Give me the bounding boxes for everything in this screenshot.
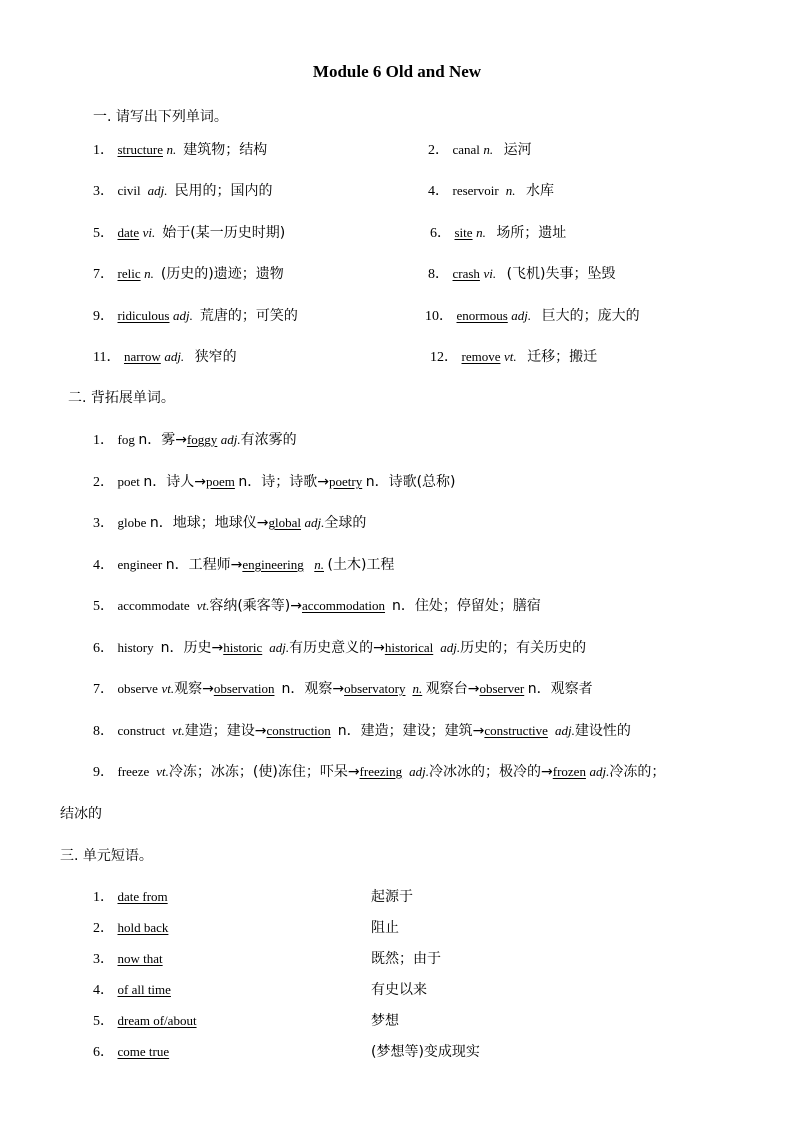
item-number: 5． — [93, 226, 114, 241]
word-family-9 — [93, 761, 665, 781]
meaning: 荒唐的；可笑的 — [199, 308, 298, 324]
item-number: 5． — [93, 599, 114, 614]
word-family-6 — [93, 637, 586, 657]
phrase-row-6 — [93, 1041, 169, 1061]
item-number: 2． — [428, 143, 449, 158]
base-word: globe — [117, 515, 147, 530]
answer-word: accommodation — [301, 598, 386, 613]
answer-word: observatory — [344, 681, 406, 696]
base-word: freeze — [117, 764, 150, 779]
item-number: 1． — [93, 433, 114, 448]
word-family-5 — [93, 595, 541, 615]
answer-word: canal — [452, 142, 480, 157]
item-number: 8． — [93, 724, 114, 739]
meaning: (历史的)遗迹；遗物 — [160, 266, 284, 282]
definition: 全球的 — [324, 515, 367, 531]
phrase-row-2 — [93, 917, 168, 937]
item-number: 12． — [430, 350, 458, 365]
answer-word: foggy — [186, 432, 218, 447]
answer-word: observer — [479, 681, 525, 696]
definition: 观察台→ — [425, 681, 480, 697]
meaning: 始于(某一历史时期) — [162, 225, 286, 241]
part-of-speech: vt. — [172, 723, 185, 738]
section-2-heading: 二. 背拓展单词。 — [68, 390, 175, 406]
part-of-speech: vt. — [156, 764, 169, 779]
phrase: of all time — [117, 982, 171, 997]
definition: 冷冰冰的；极冷的→ — [429, 764, 553, 780]
item-number: 3． — [93, 184, 114, 199]
word-family-4 — [93, 554, 394, 574]
section-1-heading: 一. 请写出下列单词。 — [93, 109, 228, 125]
part-of-speech: adj. — [173, 308, 193, 323]
item-number: 4． — [93, 558, 114, 573]
meaning: 民用的；国内的 — [174, 183, 273, 199]
definition: 有浓雾的 — [240, 432, 297, 448]
vocab-item-7 — [93, 263, 284, 283]
answer-word: crash — [452, 266, 480, 281]
part-of-speech: adj. — [409, 764, 430, 779]
definition: n．观察→ — [281, 681, 345, 697]
meaning: 迁移；搬迁 — [527, 349, 598, 365]
answer-word: construction — [266, 723, 331, 738]
definition: n．雾→ — [138, 432, 187, 448]
meaning: 巨大的；庞大的 — [541, 308, 640, 324]
definition: n．建造；建设；建筑→ — [337, 723, 485, 739]
item-number: 2． — [93, 475, 114, 490]
item-number: 9． — [93, 765, 114, 780]
answer-word: frozen — [552, 764, 586, 779]
part-of-speech: vi. — [142, 225, 156, 240]
item-number: 9． — [93, 309, 114, 324]
answer-word: constructive — [484, 723, 548, 738]
answer-word: reservoir — [452, 183, 499, 198]
section-3-heading: 三. 单元短语。 — [60, 848, 153, 864]
base-word: engineer — [117, 557, 163, 572]
definition: 冷冻的； — [609, 764, 666, 780]
part-of-speech: n. — [144, 266, 154, 281]
vocab-item-6 — [430, 222, 566, 242]
part-of-speech: adj. — [304, 515, 325, 530]
answer-word: relic — [117, 266, 141, 281]
part-of-speech: n. — [476, 225, 486, 240]
item-number: 11． — [93, 350, 121, 365]
item-number: 2． — [93, 921, 114, 936]
part-of-speech: n. — [314, 557, 324, 572]
part-of-speech: adj. — [147, 183, 168, 198]
item-number: 8． — [428, 267, 449, 282]
definition: 建造；建设→ — [184, 723, 267, 739]
vocab-item-10 — [425, 305, 640, 325]
word-family-3 — [93, 512, 366, 532]
definition: 观察→ — [174, 681, 214, 697]
definition: 历史的；有关历史的 — [460, 640, 587, 656]
part-of-speech: vt. — [196, 598, 210, 613]
answer-word: historic — [223, 640, 263, 655]
definition: (土木)工程 — [327, 557, 395, 573]
meaning: 运河 — [503, 142, 532, 158]
part-of-speech: adj. — [554, 723, 575, 738]
phrase-row-5 — [93, 1010, 197, 1030]
phrase: date from — [117, 889, 168, 904]
base-word: history — [117, 640, 154, 655]
phrase-meaning-2: 阻止 — [371, 920, 399, 936]
meaning: 狭窄的 — [194, 349, 237, 365]
item-number: 7． — [93, 267, 114, 282]
phrase-meaning-5: 梦想 — [371, 1013, 399, 1029]
answer-word: narrow — [123, 349, 161, 364]
answer-word: observation — [213, 681, 275, 696]
vocab-item-8 — [428, 263, 616, 283]
answer-word: civil — [117, 183, 141, 198]
base-word: accommodate — [117, 598, 190, 613]
part-of-speech: adj. — [269, 640, 290, 655]
part-of-speech: n. — [483, 142, 494, 157]
item-number: 4． — [428, 184, 449, 199]
item-number: 10． — [425, 309, 453, 324]
answer-word: historical — [384, 640, 434, 655]
meaning: 场所；遗址 — [496, 225, 567, 241]
definition: n．诗人→ — [143, 474, 206, 490]
answer-word: date — [117, 225, 140, 240]
part-of-speech: vi. — [483, 266, 497, 281]
part-of-speech: adj. — [511, 308, 532, 323]
item-number: 6． — [93, 641, 114, 656]
answer-word: remove — [461, 349, 501, 364]
item-number: 3． — [93, 952, 114, 967]
vocab-item-3 — [93, 180, 272, 200]
definition: 冷冻；冰冻；(使)冻住；吓呆→ — [168, 764, 360, 780]
part-of-speech: adj. — [164, 349, 185, 364]
definition: n．观察者 — [527, 681, 593, 697]
answer-word: enormous — [456, 308, 508, 323]
base-word: fog — [117, 432, 135, 447]
phrase-row-1 — [93, 886, 168, 906]
base-word: construct — [117, 723, 166, 738]
phrase: now that — [117, 951, 163, 966]
word-family-8 — [93, 720, 631, 740]
vocab-item-9 — [93, 305, 298, 325]
part-of-speech: n. — [412, 681, 423, 696]
item-number: 7． — [93, 682, 114, 697]
item-number: 5． — [93, 1014, 114, 1029]
item-number: 1． — [93, 890, 114, 905]
word-family-1 — [93, 429, 297, 449]
item-number: 6． — [93, 1045, 114, 1060]
vocab-item-4 — [428, 180, 554, 200]
part-of-speech: vt. — [161, 681, 175, 696]
answer-word: ridiculous — [117, 308, 170, 323]
word-family-9-continuation: 结冰的 — [60, 806, 102, 822]
definition: n．诗歌(总称) — [365, 474, 456, 490]
meaning: 建筑物；结构 — [183, 142, 268, 158]
part-of-speech: vt. — [503, 349, 517, 364]
vocab-item-1 — [93, 139, 267, 159]
meaning: 水库 — [525, 183, 554, 199]
base-word: poet — [117, 474, 140, 489]
definition: n．诗；诗歌→ — [238, 474, 329, 490]
phrase-meaning-3: 既然；由于 — [371, 951, 441, 967]
phrase-meaning-1: 起源于 — [371, 889, 413, 905]
phrase-row-4 — [93, 979, 171, 999]
definition: n．历史→ — [160, 640, 224, 656]
vocab-item-2 — [428, 139, 532, 159]
item-number: 4． — [93, 983, 114, 998]
answer-word: freezing — [359, 764, 403, 779]
definition: n．地球；地球仪→ — [149, 515, 269, 531]
base-word: observe — [117, 681, 158, 696]
item-number: 6． — [430, 226, 451, 241]
phrase-meaning-4: 有史以来 — [371, 982, 427, 998]
vocab-item-11 — [93, 346, 237, 366]
phrase: come true — [117, 1044, 170, 1059]
vocab-item-5 — [93, 222, 285, 242]
word-family-2 — [93, 471, 456, 491]
answer-word: global — [268, 515, 301, 530]
answer-word: poem — [206, 474, 235, 489]
definition: n．住处；停留处；膳宿 — [392, 598, 541, 614]
part-of-speech: n. — [505, 183, 516, 198]
item-number: 3． — [93, 516, 114, 531]
definition: 有历史意义的→ — [289, 640, 385, 656]
definition: 建设性的 — [574, 723, 631, 739]
phrase-meaning-6: (梦想等)变成现实 — [371, 1044, 480, 1060]
part-of-speech: n. — [166, 142, 177, 157]
part-of-speech: adj. — [220, 432, 241, 447]
phrase: dream of/about — [117, 1013, 197, 1028]
word-family-7 — [93, 678, 593, 698]
part-of-speech: adj. — [589, 764, 610, 779]
page-title: Module 6 Old and New — [312, 62, 482, 81]
vocab-item-12 — [430, 346, 597, 366]
phrase-row-3 — [93, 948, 163, 968]
answer-word: poetry — [329, 474, 363, 489]
definition: n．工程师→ — [165, 557, 243, 573]
phrase: hold back — [117, 920, 169, 935]
answer-word: engineering — [242, 557, 304, 572]
item-number: 1． — [93, 143, 114, 158]
answer-word: site — [454, 225, 473, 240]
part-of-speech: adj. — [440, 640, 461, 655]
answer-word: structure — [117, 142, 163, 157]
definition: 容纳(乘客等)→ — [209, 598, 302, 614]
meaning: (飞机)失事；坠毁 — [506, 266, 616, 282]
